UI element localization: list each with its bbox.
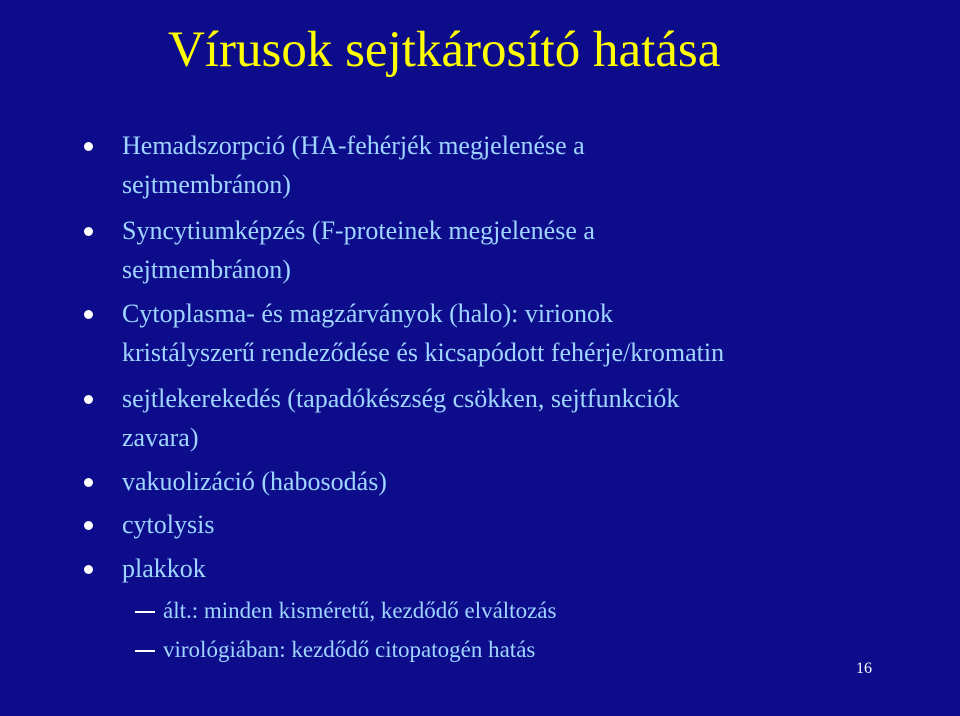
- bullet-icon: [84, 142, 93, 151]
- bullet-text-line: vakuolizáció (habosodás): [122, 467, 387, 496]
- bullet-text-line: Syncytiumképzés (F-proteinek megjelenése a: [122, 216, 595, 245]
- sub-bullet-text: virológiában: kezdődő citopatogén hatás: [163, 637, 536, 662]
- bullet-icon: [84, 395, 93, 404]
- bullet-text-line: sejtlekerekedés (tapadókészség csökken, sejtfunkciók: [122, 384, 680, 413]
- bullet-text-line: zavara): [122, 423, 199, 452]
- sub-bullet-text: ált.: minden kisméretű, kezdődő elváltozás: [163, 598, 557, 623]
- bullet-icon: [84, 227, 93, 236]
- bullet-text-line: sejtmembránon): [122, 255, 291, 284]
- bullet-text-line: cytolysis: [122, 510, 215, 539]
- bullet-icon: [84, 521, 93, 530]
- bullet-icon: [84, 478, 93, 487]
- bullet-text-line: kristályszerű rendeződése és kicsapódott fehérje/kromatin: [122, 338, 725, 367]
- bullet-icon: [84, 310, 93, 319]
- bullet-text-line: plakkok: [122, 554, 206, 583]
- bullet-text-line: Cytoplasma- és magzárványok (halo): virionok: [122, 299, 613, 328]
- dash-icon: [135, 650, 155, 652]
- slide-title: Vírusok sejtkárosító hatása: [168, 22, 721, 78]
- page-number: 16: [856, 660, 872, 677]
- bullet-icon: [84, 565, 93, 574]
- bullet-text-line: sejtmembránon): [122, 170, 291, 199]
- bullet-text-line: Hemadszorpció (HA-fehérjék megjelenése a: [122, 131, 585, 160]
- dash-icon: [135, 611, 155, 613]
